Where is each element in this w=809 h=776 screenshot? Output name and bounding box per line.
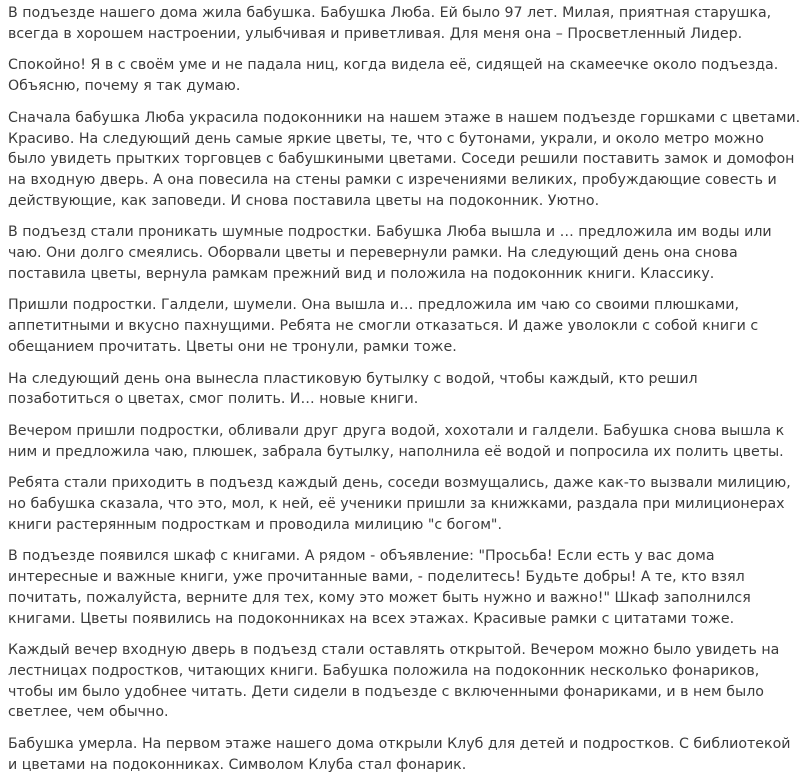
paragraph-10: Каждый вечер входную дверь в подъезд стали оставлять открытой. Вечером можно было увидеть на лестницах подростков, читающих книги. Бабушка положила на подоконник несколько фонариков, чтобы им было удобнее читать. Дети сидели в подъезде с включенными фонариками, и в нем было светлее, чем обычно. <box>8 642 780 721</box>
paragraph-6: На следующий день она вынесла пластиковую бутылку с водой, чтобы каждый, кто решил позаботиться о цветах, смог полить. И… новые книги. <box>8 370 698 408</box>
paragraph-8: Ребята стали приходить в подъезд каждый день, соседи возмущались, даже как-то вызвали милицию, но бабушка сказала, что это, мол, к ней, её ученики пришли за книжками, раздала при милиционерах книги растерянным подросткам и проводила милицию "с богом". <box>8 475 791 533</box>
paragraph-9: В подъезде появился шкаф с книгами. А рядом - объявление: "Просьба! Если есть у вас дома интересные и важные книги, уже прочитанные вами, - поделитесь! Будьте добры! А те, кто взял почитать, пожалуйста, верните для тех, кому это может быть нужно и важно!" Шкаф заполнился книгами. Цветы появились на подоконниках на всех этажах. Красивые рамки с цитатами тоже. <box>8 548 751 627</box>
paragraph-5: Пришли подростки. Галдели, шумели. Она вышла и… предложила им чаю со своими плюшками, аппетитными и вкусно пахнущими. Ребята не смогли отказаться. И даже уволокли с собой книги с обещанием прочитать. Цветы они не тронули, рамки тоже. <box>8 297 759 355</box>
paragraph-11: Бабушка умерла. На первом этаже нашего дома открыли Клуб для детей и подростков. С библиотекой и цветами на подоконниках. Символом Клуба стал фонарик. <box>8 736 791 773</box>
paragraph-3: Сначала бабушка Люба украсила подоконники на нашем этаже в нашем подъезде горшками с цветами. Красиво. На следующий день самые яркие цветы, те, что с бутонами, украли, и около метро можно было увидеть прытких торговцев с бабушкиными цветами. Соседи решили поставить замок и домофон на входную дверь. А она повесила на стены рамки с изречениями великих, пробуждающие совесть и действующие, как заповеди. И снова поставила цветы на подоконник. Уютно. <box>8 109 801 209</box>
paragraph-1: В подъезде нашего дома жила бабушка. Бабушка Люба. Ей было 97 лет. Милая, приятная старушка, всегда в хорошем настроении, улыбчивая и приветливая. Для меня она – Просветленный Лидер. <box>8 5 772 42</box>
paragraph-2: Спокойно! Я в с своём уме и не падала ниц, когда видела её, сидящей на скамеечке около подъезда. Объясню, почему я так думаю. <box>8 57 779 95</box>
paragraph-7: Вечером пришли подростки, обливали друг друга водой, хохотали и галдели. Бабушка снова вышла к ним и предложила чаю, плюшек, забрала бутылку, наполнила её водой и попросила их полить цветы. <box>8 422 785 460</box>
paragraph-4: В подъезд стали проникать шумные подростки. Бабушка Люба вышла и … предложила им воды или чаю. Они долго смеялись. Оборвали цветы и перевернули рамки. На следующий день она снова поставила цветы, вернула рамкам прежний вид и положила на подоконник книги. Классику. <box>8 224 772 282</box>
